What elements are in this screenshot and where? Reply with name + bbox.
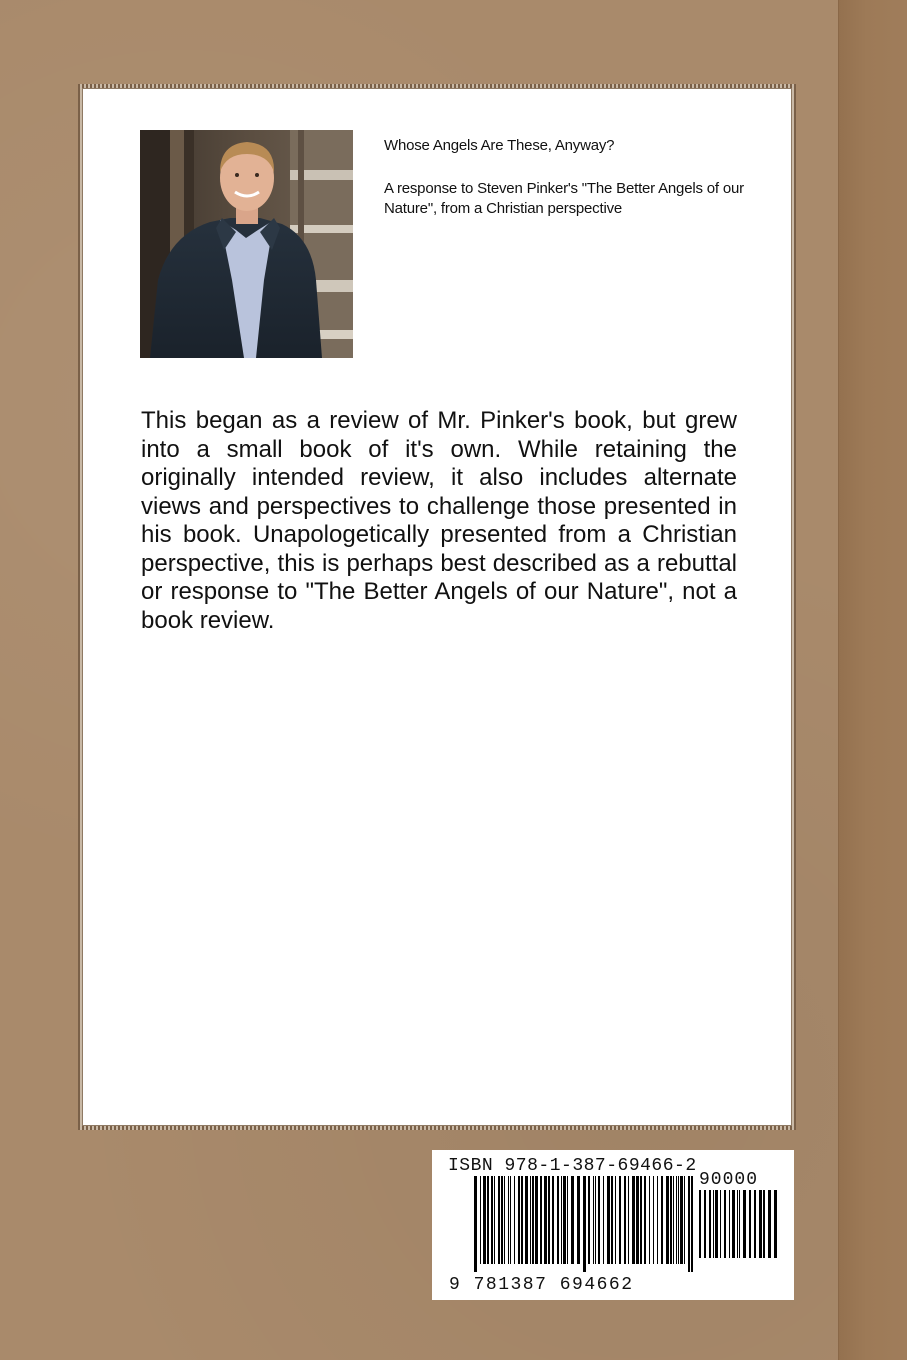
barcode-bar	[691, 1176, 693, 1272]
content-panel-frame	[78, 84, 796, 1130]
barcode-bar	[510, 1176, 511, 1264]
barcode-bar	[593, 1176, 594, 1264]
barcode-bar	[508, 1176, 509, 1264]
barcode-bar	[661, 1176, 663, 1264]
isbn-barcode-block	[432, 1150, 794, 1300]
barcode-bar	[483, 1176, 486, 1264]
barcode-bar	[474, 1176, 477, 1272]
barcode-bar	[754, 1190, 756, 1258]
barcode-bar	[715, 1190, 718, 1258]
barcode-bar	[732, 1190, 735, 1258]
barcode-bar	[603, 1176, 604, 1264]
spine-edge	[838, 0, 907, 1360]
barcode-bar	[636, 1176, 639, 1264]
barcode-bar	[653, 1176, 654, 1264]
barcode-bar	[567, 1176, 568, 1264]
ean13-barcode	[474, 1176, 694, 1272]
barcode-bar	[676, 1176, 677, 1264]
barcode-bar	[759, 1190, 762, 1258]
barcode-bar	[624, 1176, 626, 1264]
barcode-bar	[598, 1176, 600, 1264]
barcode-bar	[544, 1176, 547, 1264]
price-code: 90000	[699, 1170, 759, 1190]
barcode-bar	[619, 1176, 621, 1264]
barcode-bar	[720, 1190, 721, 1258]
barcode-bar	[514, 1176, 515, 1264]
barcode-bar	[552, 1176, 554, 1264]
barcode-bar	[487, 1176, 489, 1264]
barcode-bar	[521, 1176, 523, 1264]
barcode-bar	[557, 1176, 559, 1264]
barcode-bar	[501, 1176, 503, 1264]
barcode-bar	[595, 1176, 596, 1264]
barcode-bar	[673, 1176, 674, 1264]
barcode-bar	[704, 1190, 706, 1258]
barcode-bar	[724, 1190, 726, 1258]
barcode-bar	[670, 1176, 672, 1264]
barcode-bar	[498, 1176, 500, 1264]
ean-digits: 9 781387 694662	[449, 1275, 634, 1295]
book-description: This began as a review of Mr. Pinker's book, but grew into a small book of it's own. While retaining the originally intended review, it also includes alternate views and perspectives to challenge those presented in his book. Unapologetically presented from a Christian perspective, this is perhaps best described as a rebuttal or response to "The Better Angels of our Nature", not a book review.	[141, 407, 737, 634]
barcode-bar	[563, 1176, 566, 1264]
barcode-bar	[632, 1176, 635, 1264]
barcode-bar	[540, 1176, 542, 1264]
barcode-bar	[535, 1176, 538, 1264]
book-subtitle: A response to Steven Pinker's "The Better Angels of our Nature", from a Christian perspective	[384, 180, 744, 217]
barcode-bar	[548, 1176, 550, 1264]
author-photo	[140, 130, 353, 358]
barcode-bar	[678, 1176, 679, 1264]
barcode-bar	[743, 1190, 746, 1258]
barcode-bar	[709, 1190, 711, 1258]
barcode-bar	[680, 1176, 683, 1264]
barcode-bar	[768, 1190, 771, 1258]
barcode-bar	[713, 1190, 714, 1258]
barcode-bar	[583, 1176, 586, 1272]
barcode-bar	[628, 1176, 629, 1264]
barcode-bar	[504, 1176, 505, 1264]
barcode-bar	[688, 1176, 690, 1272]
barcode-bar	[561, 1176, 562, 1264]
barcode-bar	[571, 1176, 574, 1264]
barcode-bar	[737, 1190, 738, 1258]
barcode-bar	[518, 1176, 520, 1264]
barcode-bar	[666, 1176, 669, 1264]
barcode-bar	[611, 1176, 613, 1264]
barcode-bar	[739, 1190, 740, 1258]
barcode-bar	[588, 1176, 590, 1264]
book-title: Whose Angels Are These, Anyway?	[384, 137, 615, 154]
barcode-bar	[657, 1176, 658, 1264]
barcode-bar	[749, 1190, 751, 1258]
barcode-bar	[699, 1190, 701, 1258]
barcode-bar	[532, 1176, 534, 1264]
barcode-bar	[640, 1176, 642, 1264]
barcode-bar	[480, 1176, 481, 1264]
price-addon-barcode	[699, 1190, 779, 1266]
barcode-bar	[649, 1176, 650, 1264]
isbn-label: ISBN 978-1-387-69466-2	[448, 1156, 697, 1176]
barcode-bar	[577, 1176, 580, 1264]
barcode-bar	[530, 1176, 531, 1264]
barcode-bar	[774, 1190, 777, 1258]
content-panel	[82, 88, 792, 1126]
barcode-bar	[684, 1176, 685, 1264]
barcode-bar	[763, 1190, 765, 1258]
barcode-bar	[607, 1176, 610, 1264]
barcode-bar	[494, 1176, 495, 1264]
barcode-bar	[491, 1176, 493, 1264]
barcode-bar	[729, 1190, 730, 1258]
barcode-bar	[644, 1176, 646, 1264]
barcode-bar	[615, 1176, 616, 1264]
barcode-bar	[525, 1176, 528, 1264]
